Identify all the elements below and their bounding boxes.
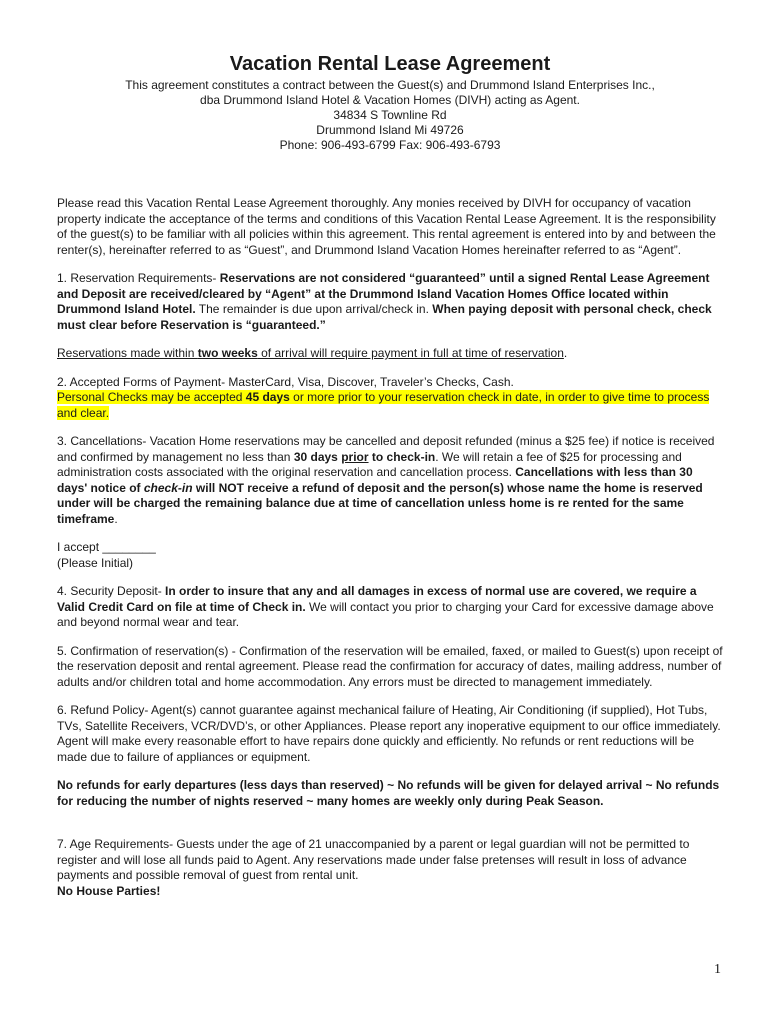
s1-note-c: of arrival will require payment in full at time of reservation [257,346,564,360]
s3-h: check-in [143,480,193,495]
no-house-parties: No House Parties! [57,883,161,898]
s3-a: 3. Cancellations- Vacation Home reservations may be cancelled and deposit refunded (minus a $25 fee) if notice is received and confirmed by management no less than [57,434,715,464]
s1-bold-2: When paying deposit with personal check, check must clear before Reservation is “guaranteed.” [57,302,712,332]
s2-line: 2. Accepted Forms of Payment- MasterCard, Visa, Discover, Traveler’s Checks, Cash. [57,374,514,389]
agreement-body [57,196,725,912]
s3-f: . We will retain a fee of $25 for processing and administration costs associated with the original reservation and cancellation process. [57,449,682,479]
document-title: Vacation Rental Lease Agreement [229,53,551,75]
s1-lead: 1. Reservation Requirements- [57,271,220,285]
s3-j: . [114,511,118,526]
s7-text: 7. Age Requirements- Guests under the age of 21 unaccompanied by a parent or legal guardian will not be permitted to register and will lose all funds paid to Agent. Any reservations made under false pretenses will result in loss of advance payments and possible removal of guest from rental unit. [57,837,690,882]
accept-line[interactable]: I accept ________ [57,540,156,554]
s4-c: We will contact you prior to charging your Card for excessive damage above and beyond normal wear and tear. [57,599,714,629]
section-7-age-requirements [57,837,725,899]
section-4-security-deposit [57,584,725,631]
s3-b: 30 days [293,449,338,464]
header-line-1: This agreement constitutes a contract between the Guest(s) and Drummond Island Enterprises Inc., [125,78,655,92]
s3-g: Cancellations with less than 30 days' notice of [57,465,693,495]
no-refunds-notice [57,778,725,809]
intro-paragraph: Please read this Vacation Rental Lease Agreement thoroughly. Any monies received by DIVH for occupancy of vacation property indicate the acceptance of the terms and conditions of this Vacation Rental Lease Agreement. It is the responsibility of the guest(s) to be familiar with all policies within this agreement. This rental agreement is entered into by and between the renter(s), hereinafter referred to as “Guest”, and Drummond Island Vacation Homes hereinafter referred to as “Agent”. [57,196,716,257]
no-refunds-text: No refunds for early departures (less days than reserved) ~ No refunds will be given for delayed arrival ~ No refunds for reducing the number of nights reserved ~ many homes are weekly only during Peak Season. [57,778,720,808]
initial-block [57,540,725,571]
s3-e: to check-in [368,449,436,464]
section-6-refund-policy: 6. Refund Policy- Agent(s) cannot guarantee against mechanical failure of Heating, Air Conditioning (if supplied), Hot Tubs, TVs, Satellite Receivers, VCR/DVD’s, or other Appliances. Please report any inoperative equipment to our office immediately. Agent will make every reasonable effort to have repairs done quickly and efficiently. No refunds or rent reductions will be made due to failure of appliances or equipment. [57,703,721,764]
s2-highlight-c: or more prior to your reservation check in date, in order to give time to process and clear. [57,390,710,420]
section-1-note [57,346,725,362]
s1-mid: The remainder is due upon arrival/check in. [195,302,433,316]
s1-bold-1: Reservations are not considered “guaranteed” until a signed Rental Lease Agreement and Deposit are received/cleared by “Agent” at the Drummond Island Vacation Homes Office located within Drummond Island Hotel. [57,271,710,316]
section-3-cancellations [57,434,725,527]
section-5-confirmation: 5. Confirmation of reservation(s) - Confirmation of the reservation will be emailed, faxed, or mailed to Guest(s) upon receipt of the reservation deposit and rental agreement. Please read the confirmation for accuracy of dates, mailing address, number of adults and/or children total and home accommodation. Any errors must be directed to management immediately. [57,643,723,689]
header-city: Drummond Island Mi 49726 [316,123,464,137]
header-line-2: dba Drummond Island Hotel & Vacation Homes (DIVH) acting as Agent. [200,93,580,107]
header-phone: Phone: 906-493-6799 Fax: 906-493-6793 [279,138,501,152]
s3-d: prior [341,449,369,464]
s4-a: 4. Security Deposit- [57,584,166,598]
section-1-reservation-requirements [57,271,725,333]
s1-note-d: . [563,346,568,360]
section-2-payment [57,375,725,422]
s1-note-b: two weeks [197,346,258,360]
header-address: 34834 S Townline Rd [333,108,447,122]
s1-note-a: Reservations made within [57,346,198,360]
page-number: 1 [714,962,721,977]
agreement-header [57,78,723,153]
s2-highlight-a: Personal Checks may be accepted [57,390,246,404]
s3-i: will NOT receive a refund of deposit and the person(s) whose name the home is reserved under will be charged the remaining balance due at time of cancellation unless home is re rented for the same timeframe [57,480,703,526]
accept-note: (Please Initial) [57,555,134,570]
s2-highlight-b: 45 days [245,390,290,404]
s4-b: In order to insure that any and all damages in excess of normal use are covered, we require a Valid Credit Card on file at time of Check in. [57,584,697,614]
